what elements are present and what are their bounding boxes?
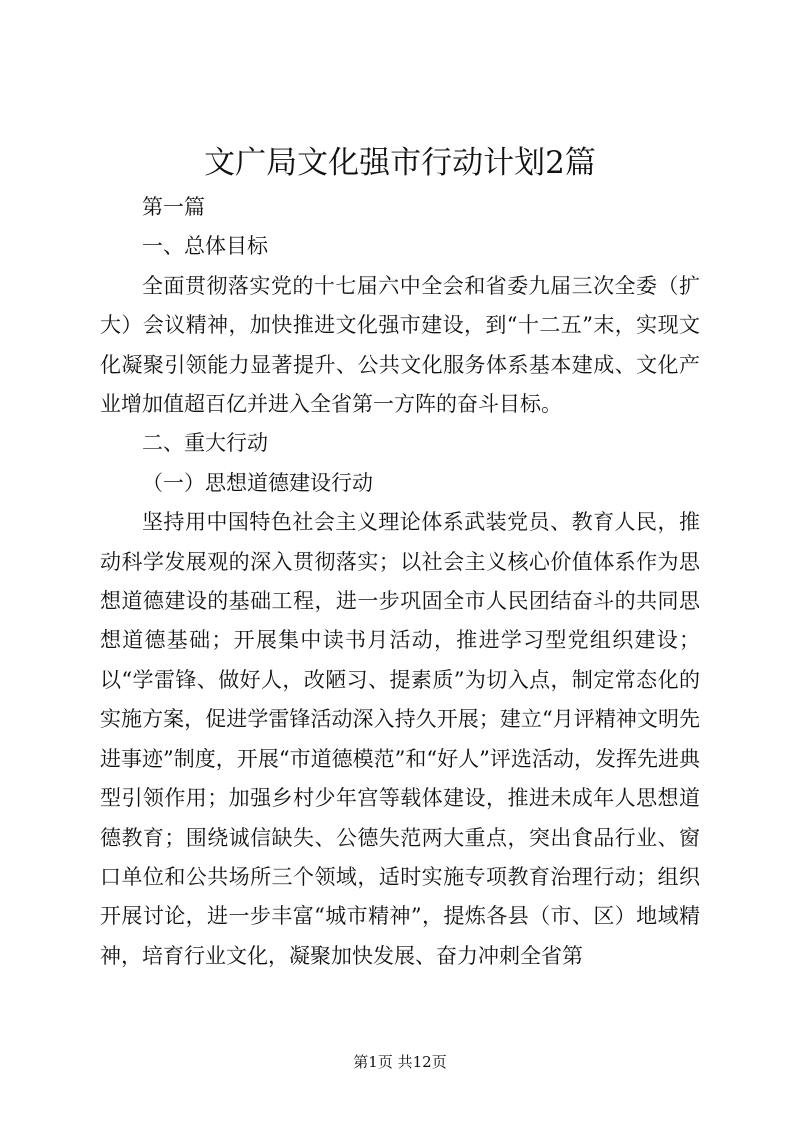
paragraph-overall-goal: 全面贯彻落实党的十七届六中全会和省委九届三次全委（扩大）会议精神，加快推进文化强市建设，到“十二五”末，实现文化凝聚引领能力显著提升、公共文化服务体系基本建成、文化产业增加值超百亿并进入全省第一方阵的奋斗目标。	[100, 273, 700, 417]
subsection-heading-moral-construction: （一）思想道德建设行动	[142, 470, 373, 495]
page-footer: 第1页 共12页	[353, 1053, 447, 1071]
document-title: 文广局文化强市行动计划2篇	[204, 145, 596, 181]
document-body	[100, 188, 700, 976]
section-heading-overall-goal: 一、总体目标	[142, 234, 268, 259]
paragraph-moral-construction: 坚持用中国特色社会主义理论体系武装党员、教育人民，推动科学发展观的深入贯彻落实；以社会主义核心价值体系作为思想道德建设的基础工程，进一步巩固全市人民团结奋斗的共同思想道德基础；开展集中读书月活动，推进学习型党组织建设；以“学雷锋、做好人，改陋习、提素质”为切入点，制定常态化的实施方案，促进学雷锋活动深入持久开展；建立“月评精神文明先进事迹”制度，开展“市道德模范”和“好人”评选活动，发挥先进典型引领作用；加强乡村少年宫等载体建设，推进未成年人思想道德教育；围绕诚信缺失、公德失范两大重点，突出食品行业、窗口单位和公共场所三个领域，适时实施专项教育治理行动；组织开展讨论，进一步丰富“城市精神”，提炼各县（市、区）地域精神，培育行业文化，凝聚加快发展、奋力冲刺全省第	[100, 510, 700, 968]
section-heading-major-actions: 二、重大行动	[142, 431, 268, 456]
part-label: 第一篇	[142, 195, 205, 219]
